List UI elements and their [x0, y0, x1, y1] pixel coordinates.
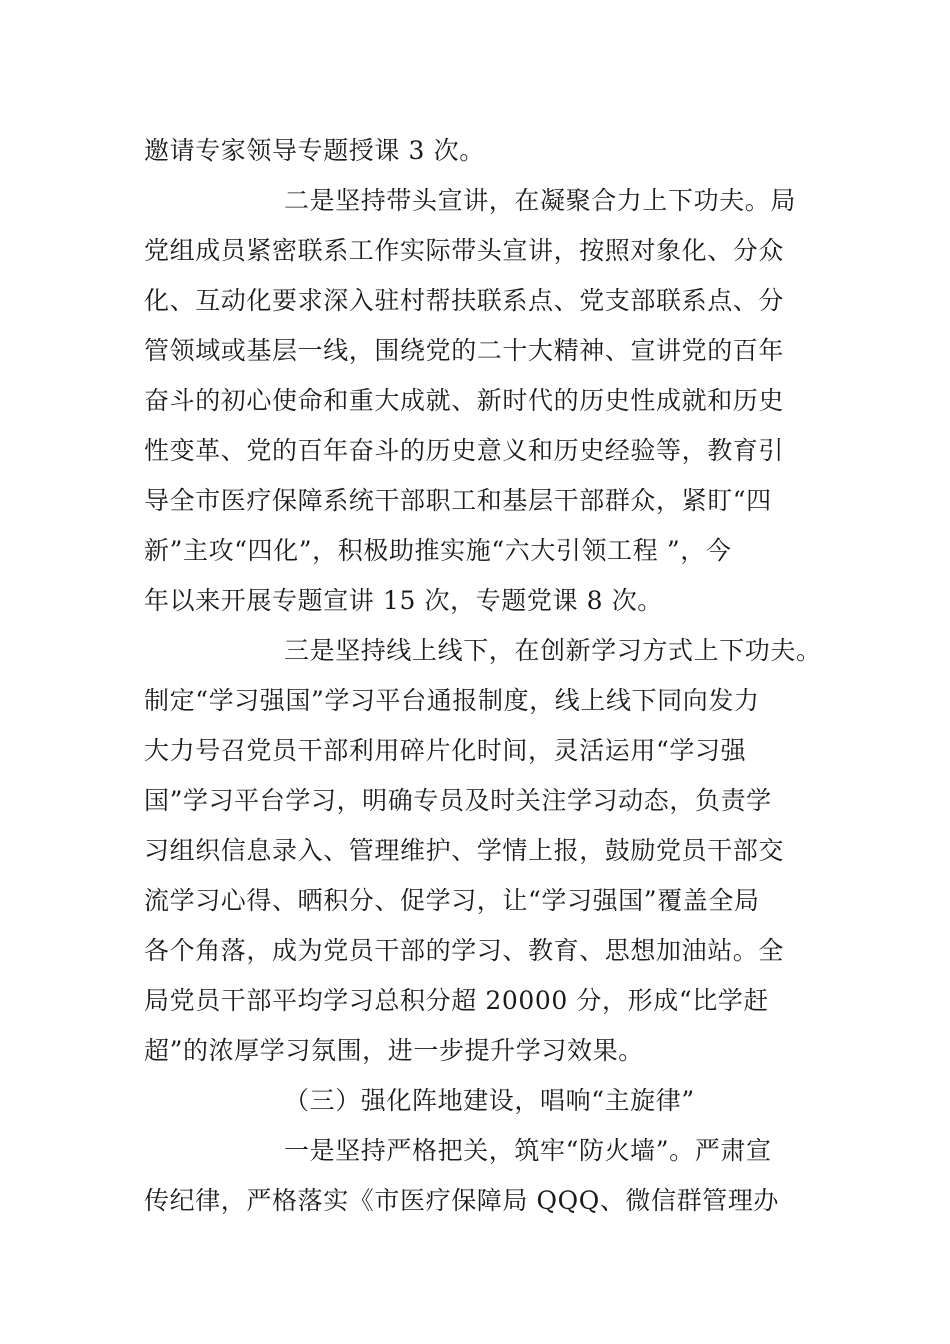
text-line: 制定“学习强国”学习平台通报制度，线上线下同向发力 — [144, 686, 760, 715]
text-line: 性变革、党的百年奋斗的历史意义和历史经验等，教育引 — [144, 436, 785, 465]
text-line: 邀请专家领导专题授课 3 次。 — [144, 136, 485, 165]
text-line: 党组成员紧密联系工作实际带头宣讲，按照对象化、分众 — [144, 236, 785, 265]
text-line: 各个角落，成为党员干部的学习、教育、思想加油站。全 — [144, 936, 785, 965]
text-line: 导全市医疗保障系统干部职工和基层干部群众，紧盯“四 — [144, 486, 772, 515]
text-line: 一是坚持严格把关，筑牢“防火墙”。严肃宣 — [284, 1136, 772, 1165]
text-line: 习组织信息录入、管理维护、学情上报，鼓励党员干部交 — [144, 836, 785, 865]
text-line: 新”主攻“四化”，积极助推实施“六大引领工程 ”，今 — [144, 536, 732, 565]
section-heading: （三）强化阵地建设，唱响“主旋律” — [284, 1086, 695, 1115]
text-line: 传纪律，严格落实《市医疗保障局 QQQ、微信群管理办 — [144, 1186, 780, 1215]
text-line: 二是坚持带头宣讲，在凝聚合力上下功夫。局 — [284, 186, 797, 215]
text-line: 三是坚持线上线下，在创新学习方式上下功夫。 — [284, 636, 822, 665]
text-line: 局党员干部平均学习总积分超 20000 分，形成“比学赶 — [144, 986, 770, 1015]
text-line: 管领域或基层一线，围绕党的二十大精神、宣讲党的百年 — [144, 336, 785, 365]
text-line: 大力号召党员干部利用碎片化时间，灵活运用“学习强 — [144, 736, 747, 765]
document-body — [144, 126, 824, 1226]
text-line: 奋斗的初心使命和重大成就、新时代的历史性成就和历史 — [144, 386, 785, 415]
text-line: 超”的浓厚学习氛围，进一步提升学习效果。 — [144, 1036, 644, 1065]
text-line: 年以来开展专题宣讲 15 次，专题党课 8 次。 — [144, 586, 663, 615]
text-line: 国”学习平台学习，明确专员及时关注学习动态，负责学 — [144, 786, 772, 815]
text-line: 化、互动化要求深入驻村帮扶联系点、党支部联系点、分 — [144, 286, 785, 315]
text-line: 流学习心得、晒积分、促学习，让“学习强国”覆盖全局 — [144, 886, 760, 915]
